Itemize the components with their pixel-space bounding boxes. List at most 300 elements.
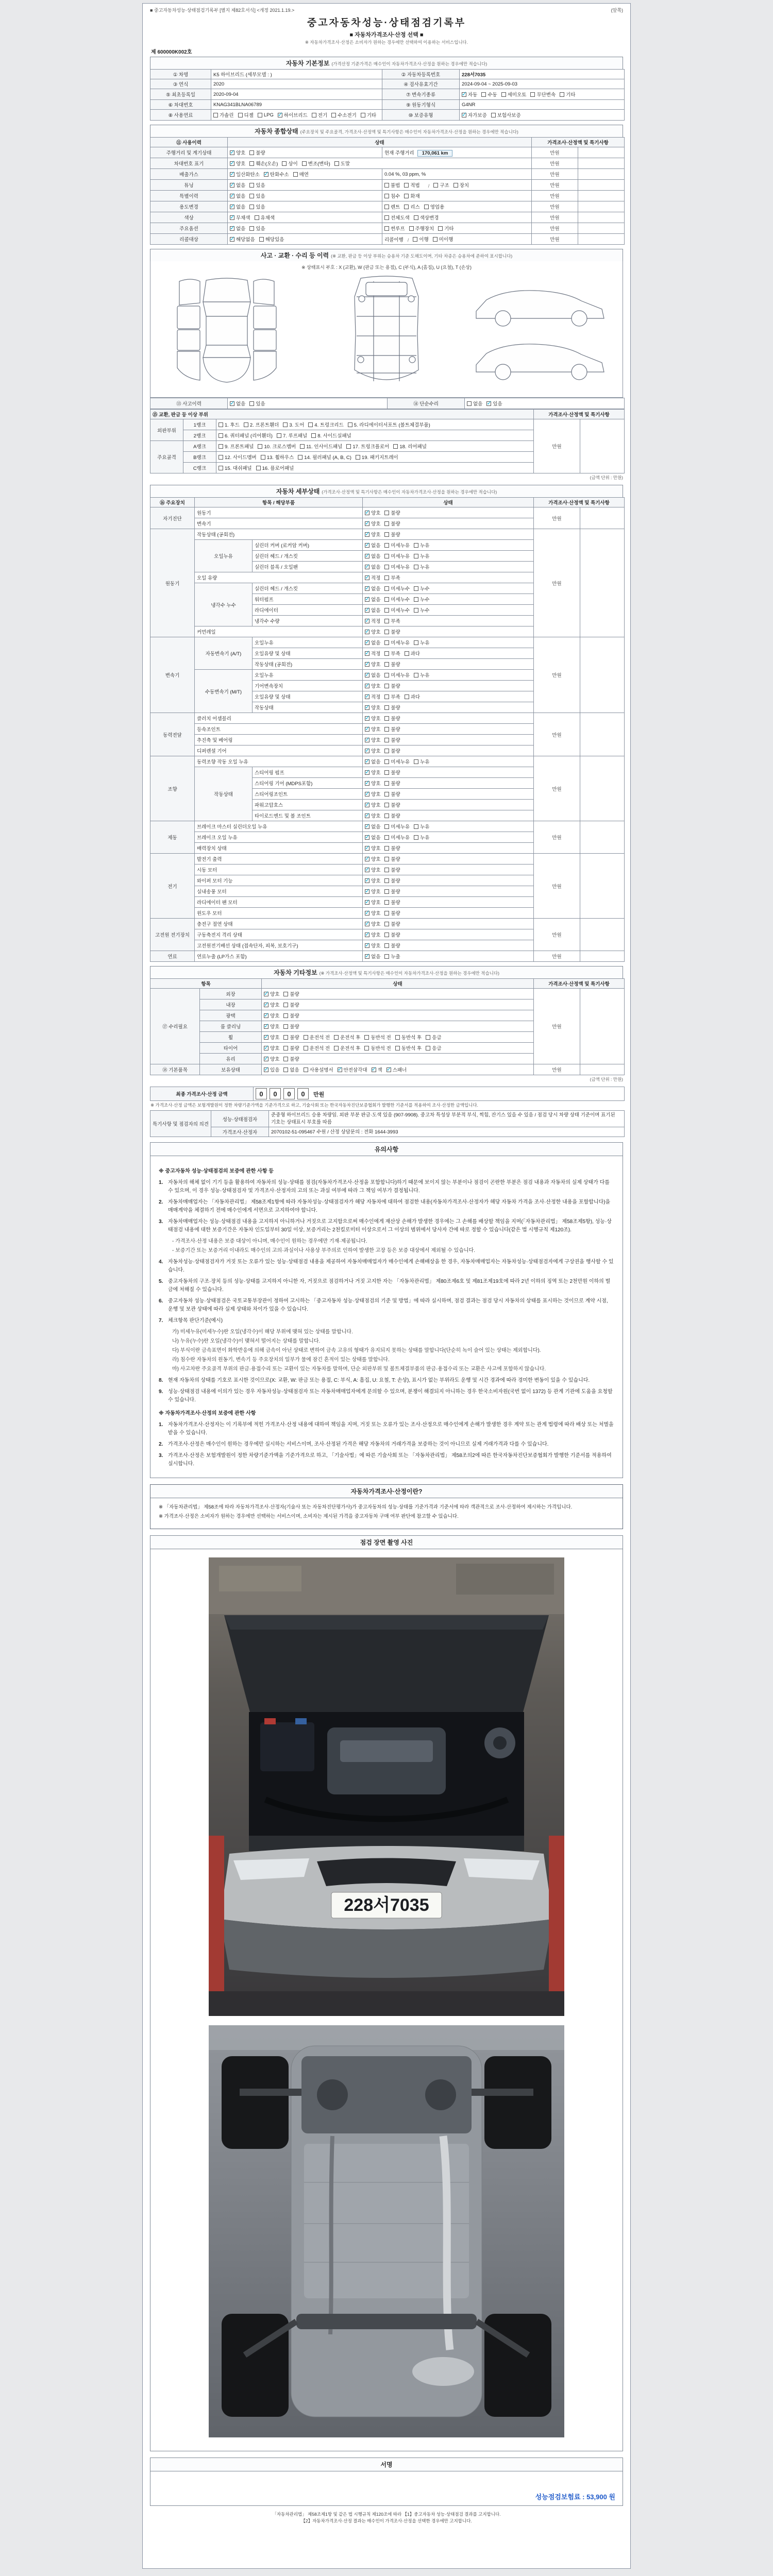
checkbox-option[interactable] [365, 509, 380, 516]
checkbox-box [384, 651, 389, 656]
checkbox-option[interactable] [219, 432, 273, 439]
checkbox-box [384, 694, 389, 699]
checkbox-option[interactable] [365, 715, 380, 722]
checkbox-option[interactable] [365, 855, 380, 862]
checkbox-option[interactable] [304, 1066, 333, 1073]
checkbox-option[interactable] [384, 639, 410, 646]
checkbox-option[interactable] [384, 758, 410, 765]
checkbox-box [219, 433, 223, 438]
checkbox-option[interactable] [393, 443, 427, 450]
checkbox-option[interactable] [386, 1066, 407, 1073]
checkbox-option[interactable] [230, 192, 245, 199]
checkbox-label: 양호 [270, 1046, 280, 1052]
checkbox-option[interactable] [282, 160, 297, 167]
item-cell: 작동상태 [253, 702, 363, 713]
item-cell: 보유상태 [200, 1064, 262, 1075]
checkbox-option[interactable] [365, 563, 380, 570]
checkbox-option[interactable] [404, 203, 419, 210]
checkbox-option[interactable] [283, 1001, 299, 1008]
checkbox-option[interactable] [365, 531, 380, 538]
checkbox-option[interactable] [384, 812, 400, 819]
checkbox-option[interactable] [384, 704, 400, 711]
checkbox-option[interactable] [364, 1044, 391, 1052]
checkbox-option[interactable] [491, 111, 521, 118]
checkbox-option[interactable] [249, 225, 265, 232]
state-options [363, 897, 534, 908]
checkbox-option[interactable] [365, 693, 380, 700]
checkbox-option[interactable] [384, 779, 400, 787]
checkbox-option[interactable] [365, 736, 380, 743]
checkbox-label: 3. 도어 [289, 422, 305, 428]
checkbox-option[interactable] [384, 203, 400, 210]
checkbox-box [293, 172, 298, 177]
checkbox-option[interactable] [384, 563, 410, 570]
checkbox-option[interactable] [365, 585, 380, 592]
checkbox-option[interactable] [365, 790, 380, 798]
checkbox-option[interactable] [409, 225, 434, 232]
checkbox-option[interactable] [384, 552, 410, 560]
state-options [363, 951, 534, 962]
checkbox-option[interactable] [365, 650, 380, 657]
checkbox-label: 양호 [371, 857, 381, 862]
footer-line-1: 「자동차관리법」 제58조제1항 및 같은 법 시행규칙 제120조에 따라 【1】중고자동차 성능·상태점검 결과를 고지합니다. [272, 2511, 501, 2517]
checkbox-option[interactable] [414, 563, 429, 570]
device-group: 연료 [150, 951, 195, 962]
checkbox-box [384, 215, 389, 220]
checkbox-option[interactable] [219, 443, 254, 450]
checkbox-option[interactable] [384, 834, 410, 841]
checkbox-option[interactable] [384, 225, 405, 232]
checkbox-option[interactable] [384, 541, 410, 549]
checkbox-option[interactable] [249, 160, 278, 167]
checkbox-option[interactable] [365, 888, 380, 895]
price-cell: 만원 [534, 756, 580, 821]
checkbox-option[interactable] [264, 1023, 279, 1030]
checkbox-option[interactable] [365, 909, 380, 917]
checkbox-box [384, 878, 389, 883]
checkbox-label: 불량 [391, 943, 400, 949]
checkbox-option[interactable] [438, 225, 453, 232]
checkbox-option[interactable] [346, 443, 389, 450]
checkbox-option[interactable] [361, 111, 376, 118]
notice-item-text: 중고자동차의 구조·장치 등의 성능·상태를 고지하지 아니한 자, 거짓으로 점검하거나 거짓 고지한 자는 「자동차관리법」 제80조제6호 및 제81조제19호에 따라 2년 이하의 징역 또는 2천만원 이하의 벌금에 처해질 수 있습니다. [168, 1279, 611, 1293]
checkbox-box [365, 597, 369, 602]
checkbox-option[interactable] [384, 682, 400, 689]
checkbox-label: 구조 [440, 183, 449, 189]
checkbox-box [384, 640, 389, 645]
checkbox-option[interactable] [384, 671, 410, 679]
checkbox-option[interactable] [395, 1044, 422, 1052]
checkbox-box [308, 422, 313, 427]
checkbox-option[interactable] [481, 91, 497, 98]
checkbox-option[interactable] [384, 866, 400, 873]
wheel-position-options [304, 1036, 446, 1041]
checkbox-option[interactable] [230, 171, 260, 178]
checkbox-option[interactable] [365, 596, 380, 603]
checkbox-option[interactable] [283, 1023, 299, 1030]
checkbox-option[interactable] [467, 400, 482, 407]
checkbox-option[interactable] [384, 509, 400, 516]
checkbox-option[interactable] [384, 823, 410, 830]
checkbox-option[interactable] [283, 421, 304, 428]
checkbox-box [300, 444, 305, 449]
checkbox-option[interactable] [219, 464, 252, 471]
item-cell: 실린더 커버 (로커암 커버) [253, 540, 363, 551]
checkbox-option[interactable] [249, 192, 265, 199]
inspector-role: 성능·상태점검자 [211, 1110, 269, 1127]
checkbox-box [384, 521, 389, 526]
checkbox-option[interactable] [453, 181, 469, 189]
checkbox-box [219, 466, 223, 470]
checkbox-option[interactable] [283, 1066, 299, 1073]
checkbox-option[interactable] [365, 747, 380, 754]
price-digit: 0 [297, 1088, 309, 1099]
table-row [150, 158, 625, 169]
checkbox-option[interactable] [264, 1033, 279, 1041]
checkbox-option[interactable] [302, 160, 330, 167]
table-row [150, 1064, 625, 1075]
checkbox-option[interactable] [405, 650, 420, 657]
checkbox-option[interactable] [244, 421, 279, 428]
checkbox-option[interactable] [414, 214, 439, 221]
checkbox-option[interactable] [365, 866, 380, 873]
checkbox-option[interactable] [331, 111, 357, 118]
checkbox-option[interactable] [384, 953, 400, 960]
checkbox-option[interactable] [560, 91, 575, 98]
checkbox-option[interactable] [365, 520, 380, 527]
checkbox-option[interactable] [384, 585, 410, 592]
state-header: 상태 [228, 138, 532, 147]
checkbox-option[interactable] [365, 725, 380, 733]
checkbox-option[interactable] [365, 812, 380, 819]
checkbox-option[interactable] [293, 171, 309, 178]
checkbox-option[interactable] [384, 650, 400, 657]
checkbox-option[interactable] [384, 877, 400, 884]
checkbox-box [384, 943, 389, 948]
pricing-info-title: 자동차가격조사·산정이란? [150, 1485, 623, 1498]
checkbox-option[interactable] [365, 844, 380, 852]
checkbox-label: 누유 [420, 554, 430, 560]
checkbox-option[interactable] [384, 855, 400, 862]
checkbox-option[interactable] [384, 844, 400, 852]
checkbox-label: 양호 [371, 889, 381, 895]
checkbox-label: 응급 [432, 1046, 442, 1052]
checkbox-option[interactable] [365, 628, 380, 635]
checkbox-option[interactable] [300, 443, 342, 450]
checkbox-label: 양호 [371, 943, 381, 949]
checkbox-label: 불량 [391, 521, 400, 527]
checkbox-label: 13. 휠하우스 [266, 455, 294, 461]
notice-items-2 [159, 1421, 614, 1468]
checkbox-option[interactable] [414, 552, 429, 560]
checkbox-option[interactable] [426, 1033, 441, 1041]
checkbox-option[interactable] [258, 443, 296, 450]
checkbox-option[interactable] [230, 214, 250, 221]
checkbox-option[interactable] [308, 421, 343, 428]
checkbox-box [219, 444, 223, 449]
checkbox-option[interactable] [365, 671, 380, 679]
checkbox-option[interactable] [230, 235, 255, 243]
checkbox-option[interactable] [264, 990, 279, 997]
item-cell: 클러치 어셈블리 [195, 713, 363, 724]
info-line: ※ 가격조사·산정은 소비자가 원하는 경우에만 선택하는 서비스이며, 소비자는 제시된 가격을 중고자동차 구매 여부 판단에 참고할 수 있습니다. [159, 1514, 459, 1520]
checkbox-option[interactable] [414, 639, 429, 646]
checkbox-option[interactable] [384, 214, 410, 221]
checkbox-option[interactable] [426, 1044, 441, 1052]
checkbox-option[interactable] [365, 877, 380, 884]
checkbox-label: 없음 [371, 640, 381, 646]
checkbox-box [365, 684, 369, 688]
document-number: 제 600000K002호 [151, 49, 192, 55]
checkbox-option[interactable] [283, 1033, 299, 1041]
price-cell: 만원 [532, 223, 578, 234]
checkbox-option[interactable] [384, 531, 400, 538]
checkbox-option[interactable] [365, 639, 380, 646]
basic-info-table [150, 69, 625, 121]
checkbox-option[interactable] [238, 111, 254, 118]
checkbox-option[interactable] [283, 1012, 299, 1019]
table-row [150, 419, 625, 430]
checkbox-option[interactable] [384, 715, 400, 722]
checkbox-option[interactable] [261, 453, 294, 461]
checkbox-option[interactable] [414, 834, 429, 841]
checkbox-option[interactable] [433, 235, 453, 243]
checkbox-option[interactable] [384, 931, 400, 938]
checkbox-label: 누유 [420, 640, 430, 646]
checkbox-option[interactable] [264, 1001, 279, 1008]
notice-body [150, 1156, 623, 1478]
item-cell: 실린더 블록 / 오일팬 [253, 562, 363, 572]
checkbox-box [365, 749, 369, 753]
checkbox-option[interactable] [365, 834, 380, 841]
checkbox-option[interactable] [384, 574, 400, 581]
checkbox-option[interactable] [356, 453, 398, 461]
checkbox-option[interactable] [365, 617, 380, 624]
checkbox-option[interactable] [365, 769, 380, 776]
checkbox-option[interactable] [365, 920, 380, 927]
notice-section [150, 1142, 623, 1478]
checkbox-option[interactable] [219, 421, 240, 428]
checkbox-option[interactable] [283, 1044, 299, 1052]
checkbox-box [365, 792, 369, 796]
checkbox-option[interactable] [384, 628, 400, 635]
checkbox-option[interactable] [384, 181, 400, 189]
engine-type-label: ⑨ 원동기형식 [382, 100, 460, 110]
sub-group: 냉각수 누수 [195, 583, 253, 626]
table-header-row [150, 138, 625, 147]
checkbox-option[interactable] [365, 606, 380, 614]
checkbox-box [365, 781, 369, 786]
checkbox-option[interactable] [264, 1044, 279, 1052]
checkbox-label: 불량 [391, 727, 400, 733]
checkbox-box [365, 846, 369, 851]
checkbox-option[interactable] [384, 790, 400, 798]
checkbox-option[interactable] [414, 758, 429, 765]
checkbox-label: 누유 [420, 824, 430, 830]
checkbox-option[interactable] [364, 1033, 391, 1041]
use-history-header: ⑪ 사용이력 [150, 138, 228, 147]
checkbox-option[interactable] [433, 181, 449, 189]
checkbox-option[interactable] [213, 111, 234, 118]
checkbox-label: 없음 [371, 586, 381, 592]
checkbox-option[interactable] [264, 1055, 279, 1062]
checkbox-option[interactable] [384, 736, 400, 743]
checkbox-option[interactable] [462, 91, 477, 98]
checkbox-option[interactable] [365, 942, 380, 949]
checkbox-option[interactable] [486, 400, 502, 407]
checkbox-option[interactable] [365, 682, 380, 689]
price-digit: 0 [256, 1088, 267, 1099]
checkbox-option[interactable] [278, 111, 308, 118]
checkbox-option[interactable] [365, 823, 380, 830]
checkbox-option[interactable] [384, 942, 400, 949]
section-title-accident [150, 249, 623, 261]
checkbox-label: 운전석 전 [309, 1046, 330, 1052]
checkbox-option[interactable] [334, 160, 350, 167]
checkbox-label: 1. 후드 [225, 422, 240, 428]
unit-note: (금액 단위 : 만원) [590, 475, 623, 480]
checkbox-option[interactable] [365, 574, 380, 581]
checkbox-option[interactable] [230, 160, 245, 167]
checkbox-option[interactable] [384, 747, 400, 754]
table-row [150, 951, 625, 962]
checkbox-option[interactable] [384, 725, 400, 733]
checkbox-label: 과다 [410, 694, 421, 700]
checkbox-option[interactable] [277, 432, 307, 439]
checkbox-option[interactable] [348, 421, 430, 428]
checkbox-option[interactable] [384, 899, 400, 906]
checkbox-box [348, 422, 352, 427]
checkbox-option[interactable] [283, 1055, 299, 1062]
checkbox-option[interactable] [384, 769, 400, 776]
engine-bay-photo [209, 1557, 564, 2016]
checkbox-option[interactable] [384, 192, 400, 199]
checkbox-option[interactable] [384, 606, 410, 614]
checkbox-option[interactable] [365, 931, 380, 938]
checkbox-option[interactable] [256, 464, 294, 471]
checkbox-option[interactable] [230, 203, 245, 210]
checkbox-box [230, 183, 234, 188]
checkbox-option[interactable] [230, 225, 245, 232]
checkbox-option[interactable] [249, 203, 265, 210]
checkbox-option[interactable] [413, 235, 428, 243]
checkbox-option[interactable] [414, 596, 429, 603]
checkbox-box [249, 161, 254, 166]
recall-options [413, 238, 457, 243]
checkbox-option[interactable] [414, 606, 429, 614]
checkbox-option[interactable] [404, 192, 419, 199]
checkbox-option[interactable] [462, 111, 487, 118]
checkbox-label: 양호 [371, 911, 381, 917]
checkbox-option[interactable] [384, 617, 400, 624]
checkbox-option[interactable] [249, 181, 265, 189]
checkbox-label: 리스 [410, 205, 420, 210]
checkbox-option[interactable] [424, 203, 445, 210]
appraiser-opinion-text: 2070102-51-095467 수원 / 산정 상담문의 : 전화 1644-3993 [269, 1127, 625, 1137]
checkbox-box [264, 1013, 268, 1018]
rank-label: C랭크 [183, 463, 216, 473]
state-options [363, 594, 534, 605]
checkbox-option[interactable] [311, 432, 351, 439]
checkbox-option[interactable] [414, 823, 429, 830]
inspector-opinion-text: 준중형 하이브리드 승용 차량임. 외판 부분 판금·도색 있음 (907-9908). 중고차 특성상 부분적 부식, 찍힘, 잔기스 있을 수 있음 / 점검 당시 차량 상태 기준이며 표기된 기호는 상태표시 부호를 따름 [269, 1110, 625, 1127]
checkbox-option[interactable] [258, 112, 274, 118]
checkbox-option[interactable] [230, 181, 245, 189]
checkbox-option[interactable] [255, 214, 275, 221]
checkbox-option[interactable] [395, 1033, 422, 1041]
checkbox-option[interactable] [365, 899, 380, 906]
checkbox-option[interactable] [365, 541, 380, 549]
checkbox-option[interactable] [264, 1066, 279, 1073]
price-cell: 만원 [532, 234, 578, 245]
checkbox-option[interactable] [283, 990, 299, 997]
checkbox-label: 양호 [371, 846, 381, 852]
checkbox-option[interactable] [230, 400, 245, 407]
checkbox-option[interactable] [249, 149, 265, 156]
checkbox-option[interactable] [384, 920, 400, 927]
checkbox-box [256, 466, 261, 470]
checkbox-option[interactable] [365, 801, 380, 808]
checkbox-option[interactable] [365, 779, 380, 787]
checkbox-option[interactable] [219, 453, 257, 461]
checkbox-label: 탄화수소 [270, 172, 289, 178]
checkbox-option[interactable] [259, 235, 284, 243]
checkbox-option[interactable] [334, 1033, 360, 1041]
checkbox-option[interactable] [530, 91, 556, 98]
checkbox-option[interactable] [249, 400, 265, 407]
checkbox-option[interactable] [365, 758, 380, 765]
checkbox-option[interactable] [264, 171, 289, 178]
checkbox-option[interactable] [414, 671, 429, 679]
checkbox-option[interactable] [384, 909, 400, 917]
checkbox-option[interactable] [312, 111, 327, 118]
checkbox-box [405, 694, 409, 699]
checkbox-option[interactable] [414, 541, 429, 549]
checkbox-option[interactable] [384, 660, 400, 668]
checkbox-option[interactable] [414, 585, 429, 592]
state-suboptions [382, 212, 532, 223]
checkbox-option[interactable] [365, 953, 380, 960]
checkbox-option[interactable] [365, 552, 380, 560]
checkbox-option[interactable] [365, 704, 380, 711]
etc-info-table [150, 978, 625, 1075]
checkbox-option[interactable] [384, 888, 400, 895]
checkbox-box [384, 759, 389, 764]
checkbox-option[interactable] [304, 1033, 330, 1041]
checkbox-box [365, 630, 369, 634]
checkbox-option[interactable] [304, 1044, 330, 1052]
state-options [363, 767, 534, 778]
checkbox-option[interactable] [404, 181, 419, 189]
notice-item-text: 중고자동차 성능·상태점검은 국토교통부장관이 정하여 고시하는 「중고자동차 성능·상태점검의 기준 및 방법」에 따라 실시하며, 점검 결과는 점검 당시 자동차의 상태를 표시하는 것이므로 계약 시점, 운행 및 보관 상태에 따라 실제 상태와 차이가 있을 수 있습니다. [168, 1298, 608, 1313]
checkbox-box [361, 113, 365, 117]
checkbox-option[interactable] [384, 520, 400, 527]
checkbox-option[interactable] [338, 1066, 367, 1073]
checkbox-label: 양호 [270, 1035, 280, 1041]
checkbox-option[interactable] [230, 149, 245, 156]
state-options [228, 158, 532, 169]
checkbox-option[interactable] [298, 453, 351, 461]
checkbox-option[interactable] [372, 1066, 382, 1073]
checkbox-option[interactable] [405, 693, 420, 700]
checkbox-option[interactable] [501, 91, 527, 98]
checkbox-option[interactable] [264, 1012, 279, 1019]
checkbox-option[interactable] [334, 1044, 360, 1052]
checkbox-option[interactable] [384, 693, 400, 700]
checkbox-option[interactable] [365, 660, 380, 668]
checkbox-option[interactable] [384, 801, 400, 808]
checkbox-option[interactable] [384, 596, 410, 603]
